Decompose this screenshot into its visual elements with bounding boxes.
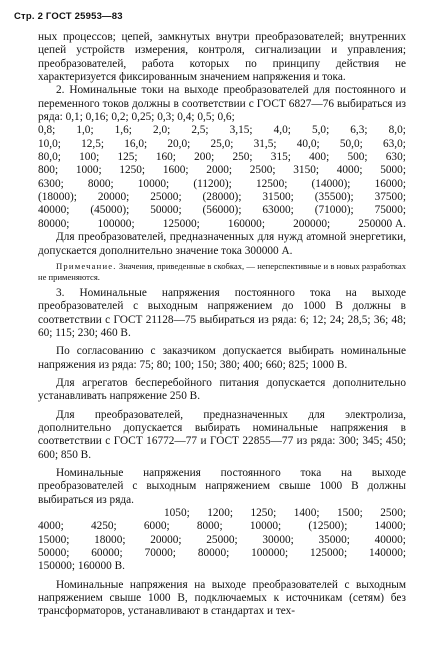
note-label: Примечание. <box>56 260 117 271</box>
values-line <box>38 191 406 204</box>
value-item: 15000; <box>38 533 70 546</box>
value-item: 6300; <box>38 177 64 190</box>
value-item: 80,0; <box>38 151 61 164</box>
value-item: (56000); <box>202 204 242 217</box>
value-item: 1,0; <box>76 124 94 137</box>
value-item: 6000; <box>143 520 170 533</box>
value-item: 80000; <box>197 547 230 560</box>
value-item: 200; <box>194 151 215 164</box>
value-item: 40000; <box>374 533 406 546</box>
value-item: 4000; <box>38 520 64 533</box>
value-item: 40000; <box>38 204 70 217</box>
value-item: 100; <box>79 151 100 164</box>
voltage-values-series <box>38 507 406 560</box>
value-item: 25,0; <box>210 137 234 150</box>
value-item: 100000; <box>251 547 289 560</box>
value-item: 10,0; <box>38 137 61 150</box>
value-item: (18000); <box>38 191 77 204</box>
value-item: 400; <box>309 151 330 164</box>
value-item: (28000); <box>202 191 242 204</box>
paragraph-nuclear-energy: Для преобразователей, предназначенных для нужд атомной энергетики, допускается дополнительно значение тока 300000 А. <box>38 231 406 257</box>
paragraph-continuation: ных процессов; цепей, замкнутых внутри преобразователей; внутренних цепей устройств измерения, контроля, сигнализации и управления; преобразователей, работа которых по принципу действия не характеризуется фиксированным значением напряжения и тока. <box>38 31 406 84</box>
values-line <box>38 138 406 151</box>
value-item: 8000; <box>87 177 114 190</box>
value-item: (12500); <box>308 520 348 533</box>
value-item: 40,0; <box>296 137 320 150</box>
value-item: 2000; <box>206 164 233 177</box>
page-header: Стр. 2 ГОСТ 25953—83 <box>14 11 123 22</box>
values-line <box>38 520 406 533</box>
value-item: 20000; <box>150 533 182 546</box>
value-item: 125000; <box>162 217 200 230</box>
values-line <box>38 547 406 560</box>
value-item: 25000; <box>150 191 182 204</box>
value-item: 5000; <box>380 164 406 177</box>
value-item: 2,5; <box>191 124 209 137</box>
value-item: 125000; <box>310 547 348 560</box>
value-item: 2500; <box>380 507 406 519</box>
value-item: (35500); <box>314 191 354 204</box>
value-item: 70000; <box>144 547 176 560</box>
value-item: 20000; <box>97 191 130 204</box>
value-item: 5,0; <box>311 124 330 137</box>
value-item: 31500; <box>262 191 294 204</box>
values-line <box>38 507 406 520</box>
value-item: (11200); <box>193 177 232 190</box>
value-item: 100000; <box>97 217 135 230</box>
value-item: 160000; <box>227 217 265 230</box>
value-item: 50,0; <box>339 137 363 150</box>
value-item: 1250; <box>250 507 277 519</box>
current-values-series <box>38 124 406 231</box>
value-item: 200000; <box>293 217 331 230</box>
value-item: 140000; <box>368 547 406 560</box>
value-item: (14000); <box>311 177 351 190</box>
value-item: 30000; <box>262 533 294 546</box>
value-item: 0,8; <box>38 124 56 137</box>
value-item: 60000; <box>91 547 123 560</box>
value-item: 63,0; <box>383 137 406 150</box>
paragraph-customer-agreement: По согласованию с заказчиком допускается выбирать номинальные напряжения из ряда: 75; 80; 100; 150; 380; 400; 660; 825; 1000 В. <box>38 345 406 371</box>
paragraph-high-voltage: Номинальные напряжения постоянного тока на выходе преобразователей с выходным напряжением свыше 1000 В должны выбираться из ряда. <box>38 466 406 506</box>
value-item: 31,5; <box>253 137 277 150</box>
value-item: 16000; <box>374 177 406 190</box>
values-line <box>38 534 406 547</box>
value-item: 2500; <box>249 164 276 177</box>
value-item: 1200; <box>207 507 233 519</box>
paragraph-electrolysis: Для преобразователей, предназначенных для электролиза, дополнительно допускается выбирать номинальные напряжения в соответствии с ГОСТ 16772—77 и ГОСТ 22855—77 из ряда: 300; 345; 450; 600; 850 В. <box>38 408 406 461</box>
value-item: 8000; <box>196 520 223 533</box>
paragraph-transformerless: Номинальные напряжения на выходе преобразователей с выходным напряжением свыше 1000 В, подключаемых к источникам (сетям) без трансформаторов, устанавливают в стандартах и тех- <box>38 578 406 618</box>
value-item: 500; <box>347 151 368 164</box>
value-item: 3150; <box>293 164 319 177</box>
paragraph-ups: Для агрегатов бесперебойного питания допускается дополнительно устанавливать напряжение 250 В. <box>38 376 406 403</box>
value-item: 50000; <box>150 204 182 217</box>
value-item: 20,0; <box>167 137 191 150</box>
values-line <box>38 124 406 137</box>
value-item: 75000; <box>374 204 406 217</box>
value-item: 10000; <box>249 520 282 533</box>
values-line <box>38 164 406 177</box>
value-item: 315; <box>270 151 291 164</box>
value-item: 35000; <box>318 533 350 546</box>
voltage-last-line: 150000; 160000 В. <box>38 560 125 573</box>
value-item: 125; <box>117 151 138 164</box>
value-item: 10000; <box>137 177 170 190</box>
value-item: 25000; <box>206 533 238 546</box>
value-item: 800; <box>38 164 59 177</box>
value-item: 4250; <box>90 520 117 533</box>
value-item: 12500; <box>255 177 288 190</box>
value-item: 1500; <box>337 507 363 519</box>
note <box>38 261 406 283</box>
value-item: 18000; <box>94 533 126 546</box>
value-item: 80000; <box>38 217 70 230</box>
document-body <box>38 31 406 619</box>
value-item: 6,3; <box>350 124 368 137</box>
value-item: 4000; <box>336 164 363 177</box>
note-text: Значения, приведенные в скобках, — неперспективные и в новых разработках не применяются. <box>38 260 406 282</box>
value-item: 8,0; <box>388 124 406 137</box>
value-item: (45000); <box>90 204 130 217</box>
value-item: 3,15; <box>229 124 253 137</box>
value-item: 12,5; <box>81 137 105 150</box>
value-item: 160; <box>155 151 176 164</box>
value-item: 14000; <box>374 520 406 533</box>
value-item: 630; <box>385 151 406 164</box>
value-item: (71000); <box>314 204 354 217</box>
value-item: 250; <box>232 151 253 164</box>
values-line <box>38 151 406 164</box>
value-item: 1400; <box>293 507 320 519</box>
values-line <box>38 218 406 231</box>
paragraph-dc-voltages: 3. Номинальные напряжения постоянного тока на выходе преобразователей с выходным напряжением до 1000 В должны в соответствии с ГОСТ 21128—75 выбираться из ряда: 6; 12; 24; 28,5; 36; 48; 60; 115; 230; 460 В. <box>38 286 406 339</box>
value-item: 50000; <box>38 547 70 560</box>
value-item: 1000; <box>75 164 102 177</box>
value-item: 250000 А. <box>358 217 406 230</box>
value-item: 63000; <box>262 204 294 217</box>
value-item: 4,0; <box>273 124 291 137</box>
value-item: 1250; <box>119 164 146 177</box>
values-line <box>38 178 406 191</box>
paragraph-rated-currents: 2. Номинальные токи на выходе преобразователей для постоянного и переменного токов должны в соответствии с ГОСТ 6827—76 выбираться из ряда: 0,1; 0,16; 0,2; 0,25; 0,3; 0,4; 0,5; 0,6; <box>38 84 406 124</box>
value-item: 2,0; <box>152 124 171 137</box>
values-line <box>38 204 406 217</box>
value-item: 37500; <box>374 191 406 204</box>
value-item: 1050; <box>164 507 190 519</box>
value-item: 1600; <box>162 164 189 177</box>
value-item: 16,0; <box>124 137 148 150</box>
value-item: 1,6; <box>114 124 132 137</box>
